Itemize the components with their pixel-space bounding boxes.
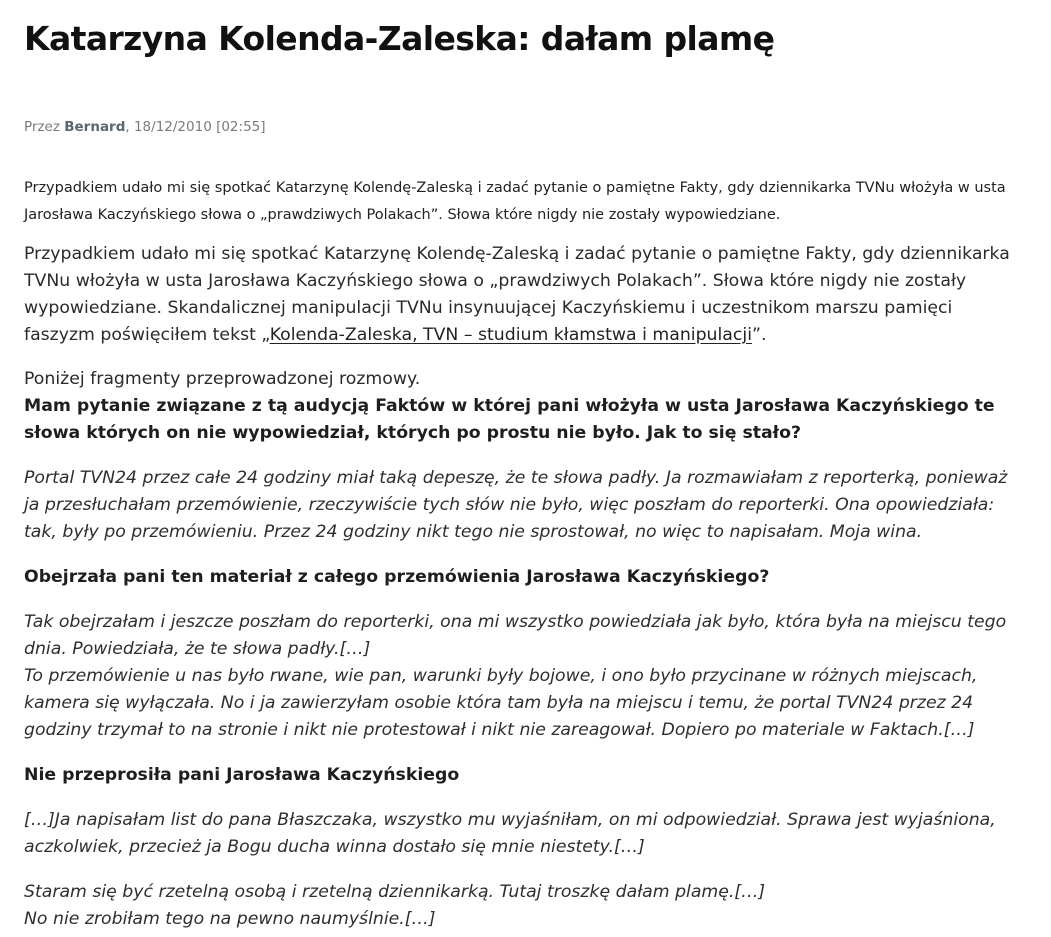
byline-date: , 18/12/2010 [02:55] [125, 119, 266, 135]
question-1: Mam pytanie związane z tą audycją Faktów w której pani włożyła w usta Jarosława Kaczyńskiego te słowa których on nie wypowiedział, których po prostu nie było. Jak to się stało? [24, 396, 995, 443]
interview-block [24, 366, 1013, 447]
byline-prefix: Przez [24, 119, 65, 135]
answer-1-paragraph [24, 465, 1013, 546]
body-paragraph [24, 241, 1013, 349]
body-after-link: ”. [752, 325, 767, 345]
related-article-link[interactable]: Kolenda-Zaleska, TVN – studium kłamstwa i manipulacji [269, 325, 753, 345]
answer-4-line-1: Staram się być rzetelną osobą i rzetelną dziennikarką. Tutaj troszkę dałam plamę.[…] [24, 882, 766, 902]
answer-2-paragraph [24, 609, 1013, 744]
article-title: Katarzyna Kolenda-Zaleska: dałam plamę [24, 19, 775, 58]
answer-4-line-2: No nie zrobiłam tego na pewno naumyślnie.[…] [24, 909, 436, 929]
byline [24, 118, 1013, 136]
author-link[interactable]: Bernard [64, 119, 126, 135]
question-3-paragraph [24, 762, 1013, 789]
answer-3-paragraph [24, 807, 1013, 861]
answer-3: […]Ja napisałam list do pana Błaszczaka, wszystko mu wyjaśniłam, on mi odpowiedział. Sprawa jest wyjaśniona, aczkolwiek, przecież ja Bogu ducha winna dostało się mnie niestety.[…] [24, 810, 996, 857]
answer-1: Portal TVN24 przez całe 24 godziny miał taką depeszę, że te słowa padły. Ja rozmawiałam z reporterką, ponieważ ja przesłuchałam przemówienie, rzeczywiście tych słów nie było, więc poszłam do reporterki. Ona opowiedziała: tak, były po przemówieniu. Przez 24 godziny nikt tego nie sprostował, no więc to napisałam. Moja wina. [24, 468, 1008, 542]
fragments-intro: Poniżej fragmenty przeprowadzonej rozmowy. [24, 369, 421, 389]
question-3: Nie przeprosiła pani Jarosława Kaczyńskiego [24, 765, 460, 785]
answer-2-line-1: Tak obejrzałam i jeszcze poszłam do reporterki, ona mi wszystko powiedziała jak było, która była na miejscu tego dnia. Powiedziała, że te słowa padły.[…] [24, 612, 1007, 659]
article-lead: Przypadkiem udało mi się spotkać Katarzynę Kolendę-Zaleską i zadać pytanie o pamiętne Fakty, gdy dziennikarka TVNu włożyła w usta Jarosława Kaczyńskiego słowa o „prawdziwych Polakach”. Słowa które nigdy nie zostały wypowiedziane. [24, 180, 1006, 223]
answer-2-line-2: To przemówienie u nas było rwane, wie pan, warunki były bojowe, i ono było przycinane w różnych miejscach, kamera się wyłączała. No i ja zawierzyłam osobie która tam była na miejscu i temu, że portal TVN24 przez 24 godziny trzymał to na stronie i nikt nie protestował i nikt nie zareagował. Dopiero po materiale w Faktach.[…] [24, 666, 978, 740]
answer-4-paragraph [24, 879, 1013, 933]
body-intro-text: Przypadkiem udało mi się spotkać Katarzynę Kolendę-Zaleską i zadać pytanie o pamiętne Fakty, gdy dziennikarka TVNu włożyła w usta Jarosława Kaczyńskiego słowa o „prawdziwych Polakach”. Słowa które nigdy nie zostały wypowiedziane. Skandalicznej manipulacji TVNu insynuującej Kaczyńskiemu i uczestnikom marszu pamięci faszyzm poświęciłem tekst „ [24, 244, 1010, 345]
question-2-paragraph [24, 564, 1013, 591]
question-2: Obejrzała pani ten materiał z całego przemówienia Jarosława Kaczyńskiego? [24, 567, 770, 587]
